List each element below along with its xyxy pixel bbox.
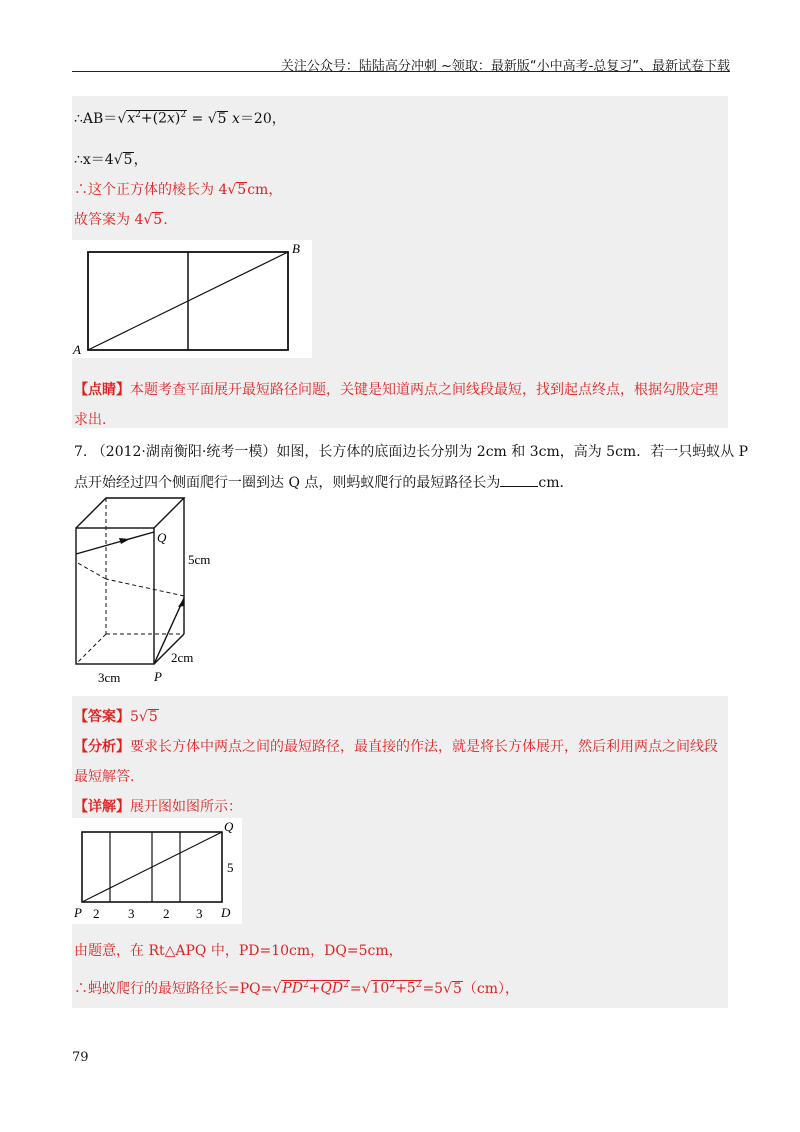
segment-label: 3 xyxy=(196,906,203,921)
dianjing-line-2: 求出. xyxy=(74,412,107,428)
path-segment-3 xyxy=(76,562,106,579)
label-width: 3cm xyxy=(98,670,121,685)
label-p: P xyxy=(74,905,82,920)
question-7-line-1: 7. （2012·湖南衡阳·统考一模）如图，长方体的底面边长分别为 2cm 和 3cm，高为 5cm．若一只蚂蚁从 P xyxy=(74,444,749,460)
segment-label: 2 xyxy=(93,906,100,921)
label-a: A xyxy=(73,342,81,357)
path-segment-4 xyxy=(76,532,154,554)
ab-equation: $\therefore AB=√x^2+(2x)^2 = √5$ x＝20， xyxy=(74,110,286,127)
unfolded-cuboid-figure xyxy=(72,818,242,924)
page-header: 关注公众号：陆陆高分冲刺 ~领取：最新版“小中高考-总复习”、最新试卷下载 xyxy=(280,59,730,74)
cuboid-figure xyxy=(60,490,240,688)
header-rule xyxy=(72,71,730,72)
answer-line: 【答案】5√5 xyxy=(74,709,158,725)
top-face xyxy=(76,498,184,528)
front-face xyxy=(76,528,154,664)
label-q: Q xyxy=(157,530,167,545)
path-segment-2 xyxy=(106,579,184,596)
label-height: 5 xyxy=(227,860,234,875)
solution-line-2: ∴蚂蚁爬行的最短路径长$=PQ=√PD^2+QD^2=√10^2+5^2=5√5(cm)$， xyxy=(74,980,520,997)
analysis-line-1: 【分析】要求长方体中两点之间的最短路径，最直接的作法，就是将长方体展开，然后利用两点之间线段 xyxy=(74,739,718,755)
segment-label: 3 xyxy=(128,906,135,921)
unfolded-square-figure xyxy=(72,240,312,358)
answer-statement: 故答案为 4√5. xyxy=(74,212,168,228)
page-number: 79 xyxy=(72,1050,89,1065)
segment-label: 2 xyxy=(163,906,170,921)
label-depth: 2cm xyxy=(171,650,194,665)
solution-line-1: 由题意，在 Rt△APQ 中，PD=10cm，DQ=5cm， xyxy=(74,943,403,959)
label-height: 5cm xyxy=(188,552,211,567)
label-p: P xyxy=(154,669,162,684)
label-b: B xyxy=(292,241,300,256)
question-7-line-2: 点开始经过四个侧面爬行一圈到达 Q 点，则蚂蚁爬行的最短路径长为 cm． xyxy=(74,475,574,491)
x-value: ∴x＝4√5， xyxy=(74,152,148,168)
detail-line: 【详解】展开图如图所示： xyxy=(74,799,242,815)
label-q: Q xyxy=(224,819,234,834)
dianjing-line-1: 【点睛】本题考查平面展开最短路径问题，关键是知道两点之间线段最短，找到起点终点，根据勾股定理 xyxy=(74,382,718,398)
edge-length-statement: ∴这个正方体的棱长为 4√5cm， xyxy=(74,182,283,198)
answer-blank xyxy=(500,474,538,487)
analysis-line-2: 最短解答. xyxy=(74,769,135,785)
label-d: D xyxy=(221,905,231,920)
